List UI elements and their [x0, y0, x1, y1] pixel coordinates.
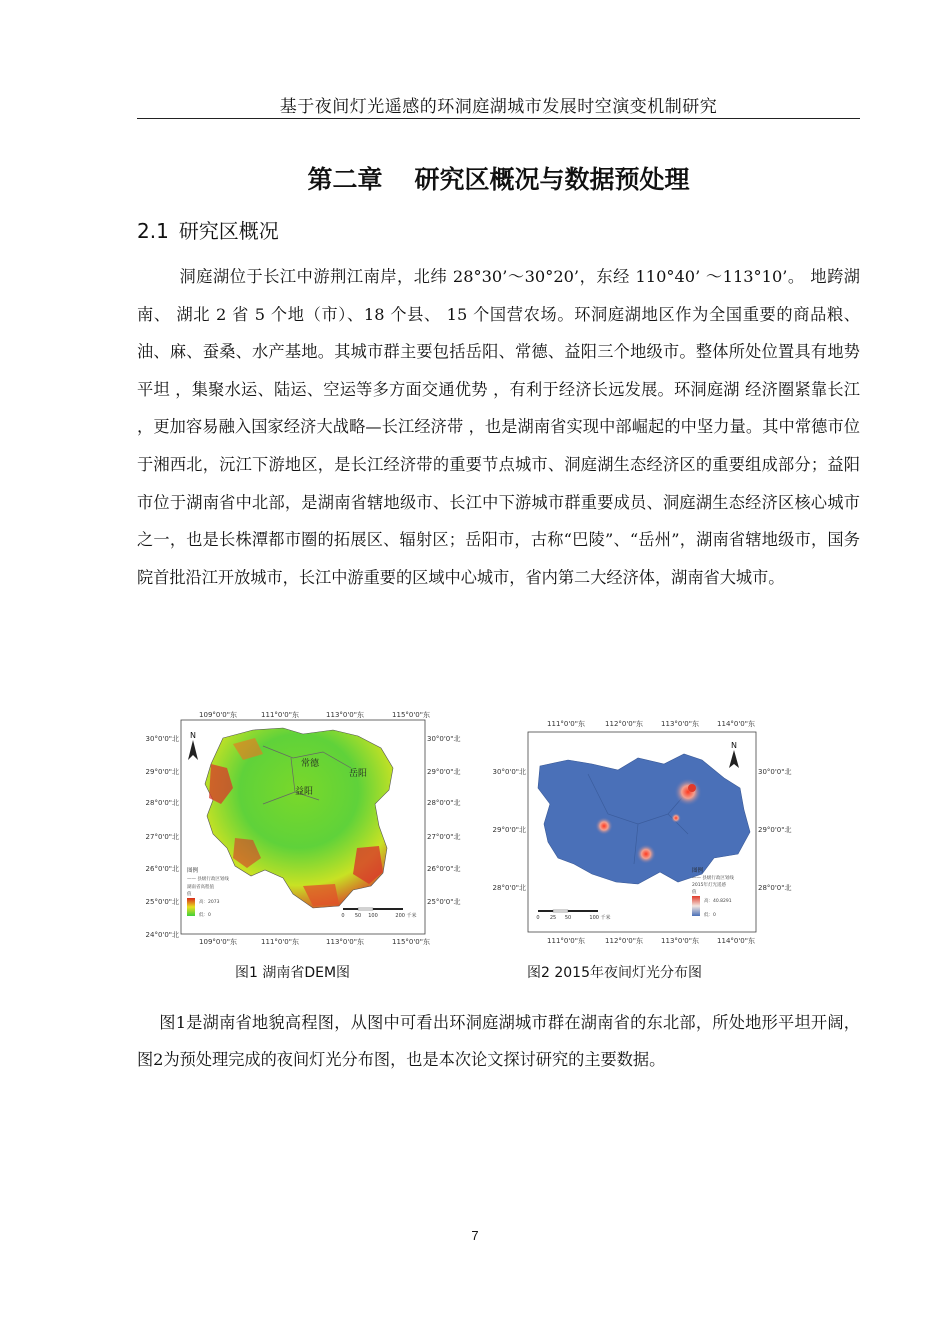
chapter-name: 研究区概况与数据预处理	[414, 165, 690, 194]
hotspot-changde	[595, 817, 613, 835]
dem-map-svg	[143, 708, 463, 948]
section-name: 研究区概况	[178, 219, 279, 243]
hotspot-yiyang	[636, 844, 656, 864]
dem-left-axis-label: 28°0'0"北	[145, 799, 179, 807]
nl-bottom-axis-label: 111°0'0"东	[547, 937, 585, 945]
dem-bottom-axis-label: 109°0'0"东	[199, 938, 237, 946]
nl-left-axis-label: 29°0'0"北	[492, 826, 526, 834]
dem-right-axis-label: 27°0'0"北	[427, 833, 461, 841]
figure-1-caption: 图1 湖南省DEM图	[235, 965, 351, 981]
nl-legend-high: 高：40.8291	[704, 899, 732, 904]
paragraph-2-text: 图1是湖南省地貌高程图，从图中可看出环洞庭湖城市群在湖南省的东北部，所处地形平坦开阔，图2为预处理完成的夜间灯光分布图，也是本次论文探讨研究的主要数据。	[137, 1013, 860, 1069]
chapter-title	[137, 160, 860, 196]
dem-left-axis-label: 24°0'0"北	[145, 931, 179, 939]
dem-right-axis-label: 29°0'0"北	[427, 768, 461, 776]
dem-bottom-axis-label: 113°0'0"东	[326, 938, 364, 946]
nl-top-axis-label: 112°0'0"东	[605, 720, 643, 728]
dem-legend-layer: 湖南省高程值	[187, 885, 214, 890]
dem-top-axis-label: 111°0'0"东	[261, 711, 299, 719]
figure-2-caption: 图2 2015年夜间灯光分布图	[527, 965, 702, 981]
city-label-yiyang: 益阳	[295, 787, 314, 797]
nl-legend-value-label: 值	[692, 890, 697, 895]
svg-text:N: N	[190, 731, 196, 740]
dem-top-axis-label: 115°0'0"东	[392, 711, 430, 719]
nl-bottom-axis-label: 113°0'0"东	[661, 937, 699, 945]
svg-text:0: 0	[341, 913, 345, 919]
hotspot-yueyang-core	[688, 784, 696, 792]
dem-left-axis-label: 27°0'0"北	[145, 833, 179, 841]
dem-left-axis-label: 29°0'0"北	[145, 768, 179, 776]
svg-text:200 千米: 200 千米	[395, 913, 417, 919]
nl-legend-title: 图例	[692, 868, 704, 874]
dem-right-axis-label: 30°0'0"北	[427, 735, 461, 743]
dem-left-axis-label: 25°0'0"北	[145, 898, 179, 906]
nl-left-axis-label: 28°0'0"北	[492, 884, 526, 892]
dem-right-axis-label: 25°0'0"北	[427, 898, 461, 906]
nl-right-axis-label: 30°0'0"北	[758, 768, 792, 776]
nl-legend-boundary: —— 县级行政区划线	[692, 876, 734, 881]
nl-legend-layer: 2015年灯光遥感	[692, 883, 726, 888]
page-number: 7	[471, 1228, 479, 1243]
nl-left-axis-label: 30°0'0"北	[492, 768, 526, 776]
nl-right-axis-label: 28°0'0"北	[758, 884, 792, 892]
dem-right-axis-label: 26°0'0"北	[427, 865, 461, 873]
dem-legend-title: 图例	[187, 868, 199, 874]
figure-night-light-map	[488, 714, 792, 950]
dem-legend-value-label: 值	[187, 892, 192, 897]
dem-legend-low: 低：0	[199, 913, 211, 918]
body-paragraph-1	[137, 258, 860, 596]
dem-right-axis-label: 28°0'0"北	[427, 799, 461, 807]
night-light-map-svg	[488, 714, 792, 950]
dem-left-axis-label: 30°0'0"北	[145, 735, 179, 743]
dem-top-axis-label: 109°0'0"东	[199, 711, 237, 719]
nl-right-axis-label: 29°0'0"北	[758, 826, 792, 834]
dem-left-axis-label: 26°0'0"北	[145, 865, 179, 873]
dem-legend-high: 高：2073	[199, 900, 220, 905]
dem-top-axis-label: 113°0'0"东	[326, 711, 364, 719]
nl-bottom-axis-label: 114°0'0"东	[717, 937, 755, 945]
nl-top-axis-label: 113°0'0"东	[661, 720, 699, 728]
svg-text:100: 100	[368, 913, 378, 919]
dem-legend-boundary: —— 县级行政区划线	[187, 877, 229, 882]
section-number: 2.1	[137, 219, 169, 243]
svg-text:50: 50	[564, 915, 572, 921]
header-rule	[137, 118, 860, 119]
hotspot-minor	[671, 813, 681, 823]
chapter-number: 第二章	[307, 165, 383, 194]
running-header: 基于夜间灯光遥感的环洞庭湖城市发展时空演变机制研究	[279, 97, 718, 117]
svg-text:N: N	[731, 741, 737, 750]
dem-legend-color-ramp	[187, 898, 195, 916]
dem-bottom-axis-label: 111°0'0"东	[261, 938, 299, 946]
city-label-yueyang: 岳阳	[349, 769, 368, 779]
svg-text:25: 25	[549, 915, 557, 921]
hotspot-yueyang	[674, 778, 702, 806]
body-paragraph-2	[137, 1004, 860, 1078]
svg-text:100 千米: 100 千米	[589, 915, 611, 921]
svg-text:0: 0	[536, 915, 540, 921]
section-title	[137, 215, 279, 244]
dem-bottom-axis-label: 115°0'0"东	[392, 938, 430, 946]
nl-bottom-axis-label: 112°0'0"东	[605, 937, 643, 945]
nl-top-axis-label: 111°0'0"东	[547, 720, 585, 728]
city-label-changde: 常德	[301, 759, 320, 769]
paragraph-1-text: 洞庭湖位于长江中游荆江南岸，北纬 28°30’～30°20’，东经 110°40’ ～113°10’。 地跨湖南、 湖北 2 省 5 个地（市）、18 个县、 15 个国营农场。环洞庭湖地区作为全国重要的商品粮、油、麻、蚕桑、水产基地。其城市群主要包括岳阳、常德、益阳三个地级市。整体所处位置具有地势平坦 ，集聚水运、陆运、空运等多方面交通优势 ，有利于经济长远发展。环洞庭湖 经济圈紧靠长江 ，更加容易融入国家经济大战略—长江经济带 ，也是湖南省实现中部崛起的中坚力量。其中常德市位于湘西北，沅江下游地区，是长江经济带的重要节点城市、洞庭湖生态经济区的重要组成部分；益阳市位于湖南省中北部，是湖南省辖地级市、长江中下游城市群重要成员、洞庭湖生态经济区核心城市之一，也是长株潭都市圈的拓展区、辐射区；岳阳市，古称“巴陵”、“岳州”，湖南省辖地级市，国务院首批沿江开放城市，长江中游重要的区域中心城市，省内第二大经济体，湖南省大城市。	[137, 267, 860, 587]
svg-text:50: 50	[354, 913, 362, 919]
nl-legend-low: 低：0	[704, 913, 716, 918]
nl-legend-color-ramp	[692, 896, 700, 916]
nl-top-axis-label: 114°0'0"东	[717, 720, 755, 728]
figure-dem-map	[143, 708, 463, 948]
